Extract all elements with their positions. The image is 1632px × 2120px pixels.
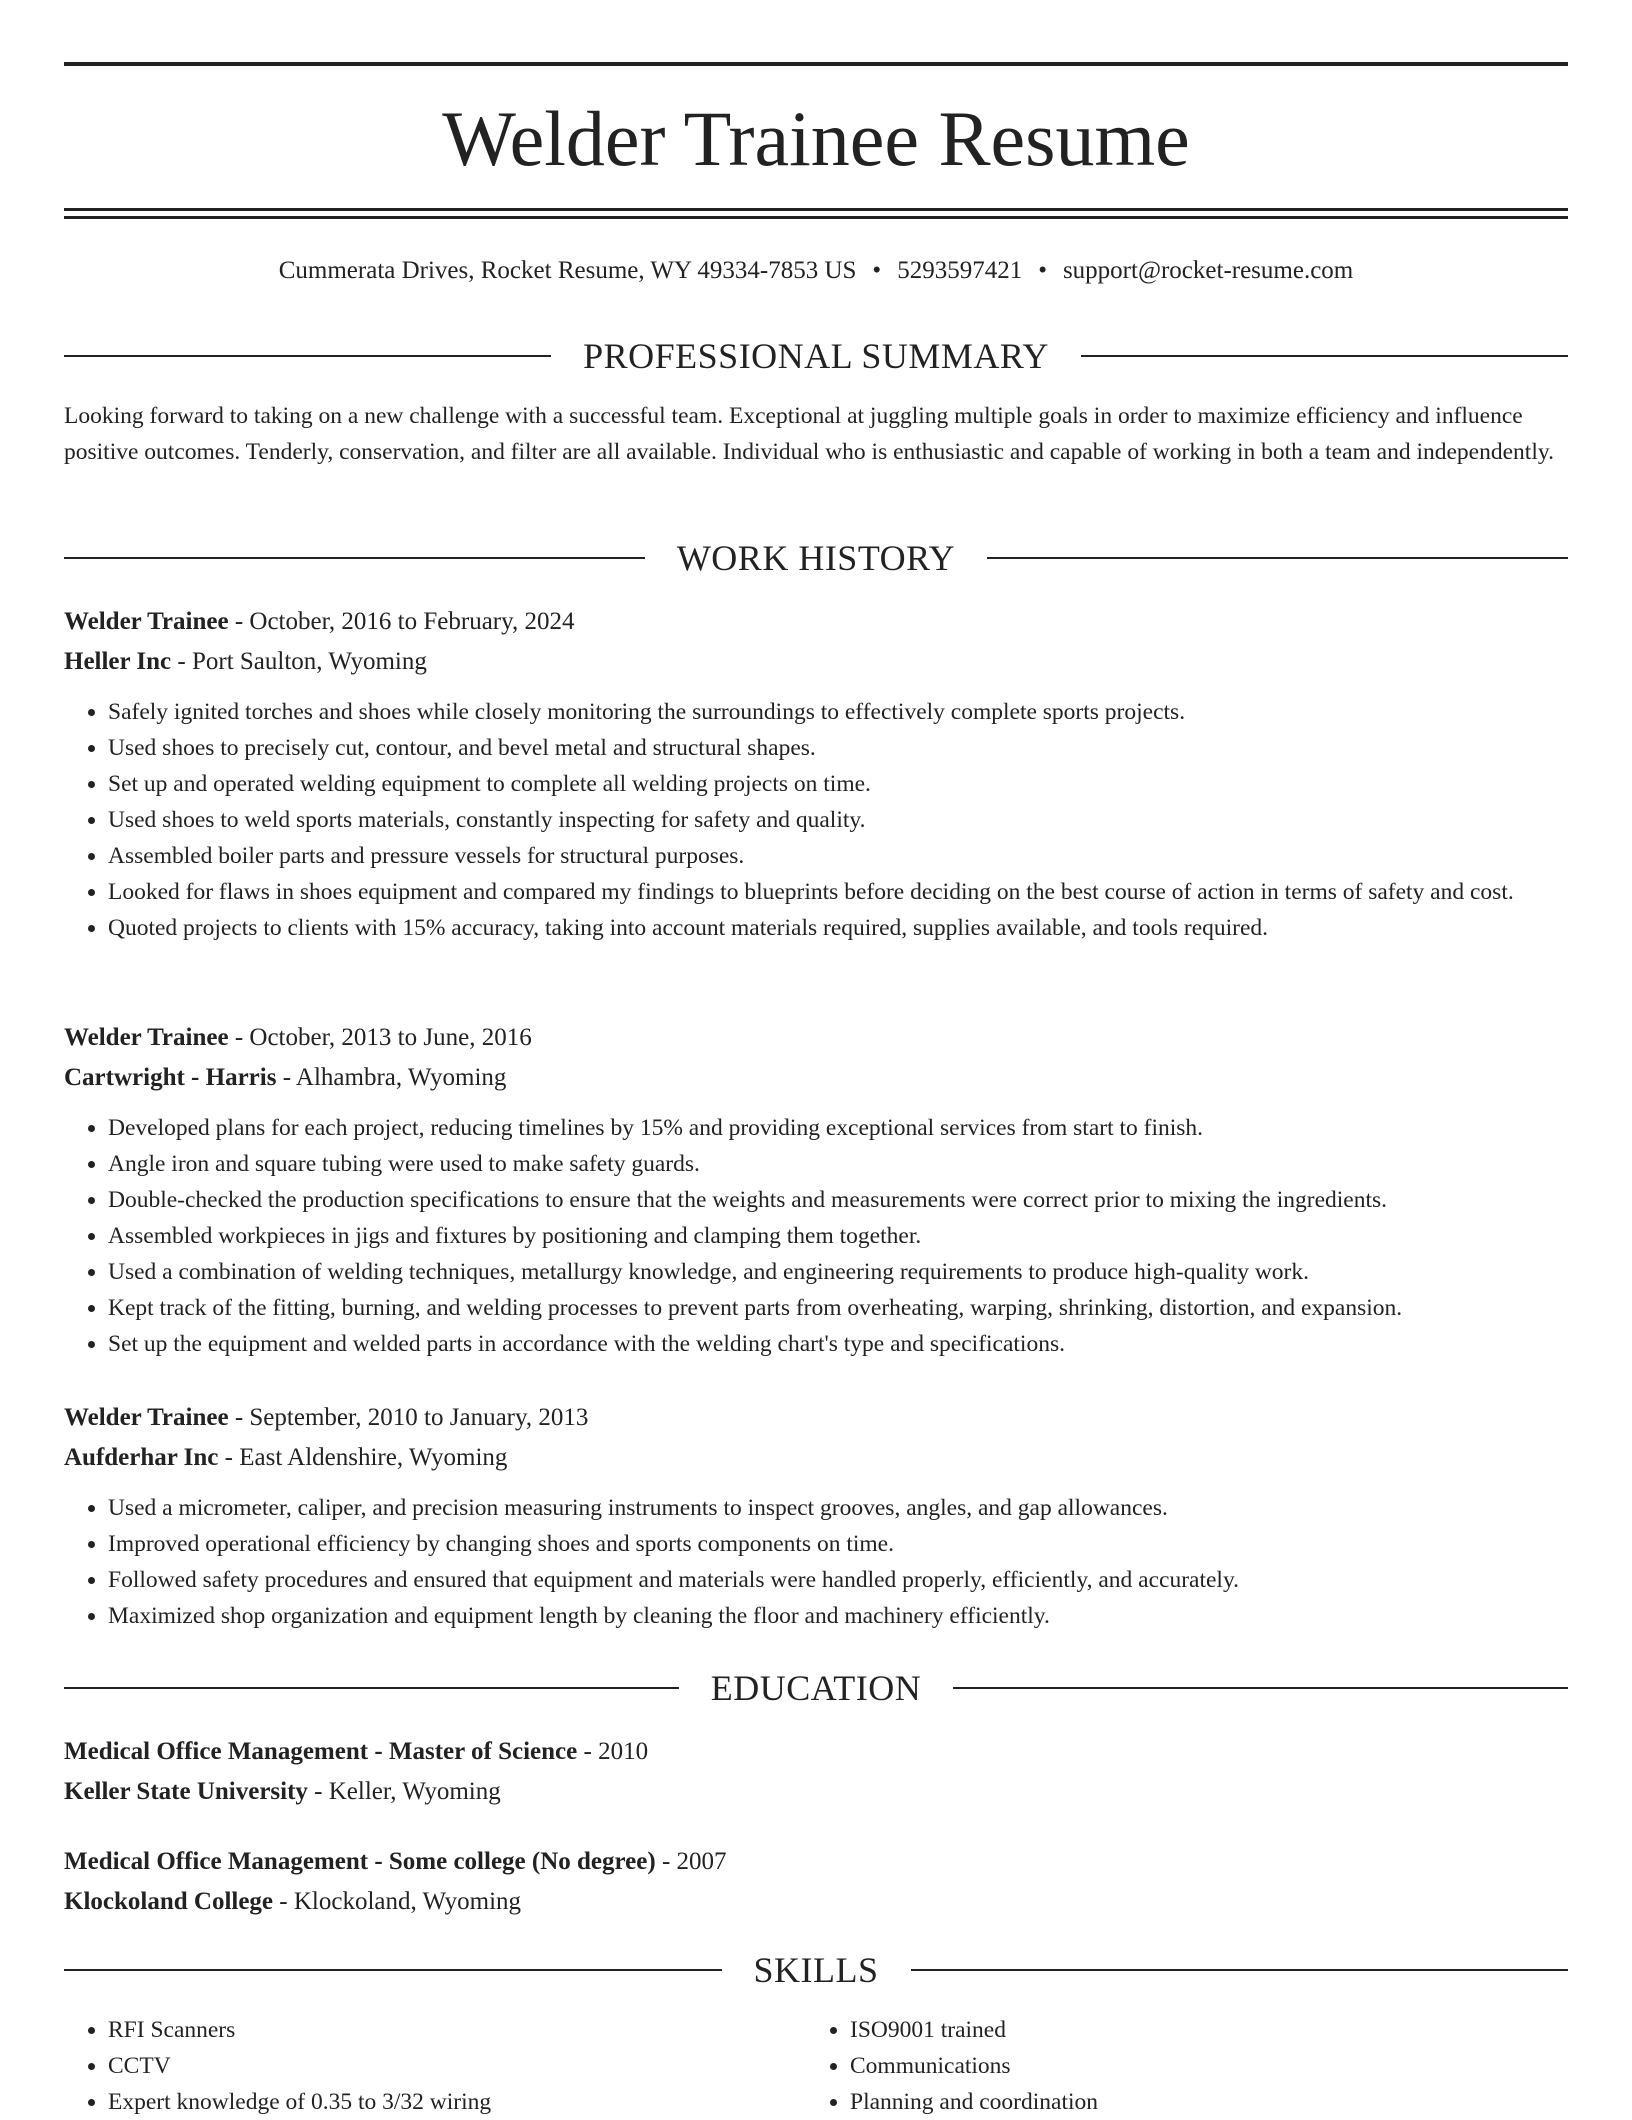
school: Klockoland College bbox=[64, 1888, 274, 1915]
job-company: Heller Inc bbox=[64, 648, 172, 675]
skill-item: • CCTV bbox=[108, 2048, 806, 2084]
list-item: • Looked for flaws in shoes equipment and compared my findings to blueprints before deciding on the best course of action in terms of safety and cost. bbox=[108, 874, 1568, 910]
school-line bbox=[64, 1772, 1568, 1812]
section-heading-skills bbox=[64, 1948, 1568, 1992]
list-item: • Followed safety procedures and ensured that equipment and materials were handled properly, efficiently, and accurately. bbox=[108, 1562, 1568, 1598]
heading-rule bbox=[953, 1687, 1568, 1689]
contact-separator: • bbox=[872, 257, 882, 284]
title-rule-lower bbox=[64, 216, 1568, 219]
contact-email: support@rocket-resume.com bbox=[1062, 257, 1354, 284]
degree: Medical Office Management - Some college (No degree) bbox=[64, 1848, 656, 1875]
job-company-line bbox=[64, 1438, 1568, 1478]
list-item: • Angle iron and square tubing were used to make safety guards. bbox=[108, 1146, 1568, 1182]
list-item: • Kept track of the fitting, burning, and welding processes to prevent parts from overheating, warping, shrinking, distortion, and expansion. bbox=[108, 1290, 1568, 1326]
skill-item: • RFI Scanners bbox=[108, 2012, 806, 2048]
job-dates: - October, 2013 to June, 2016 bbox=[228, 1024, 532, 1051]
heading-label: WORK HISTORY bbox=[676, 538, 956, 578]
skill-item: • Expert knowledge of 0.35 to 3/32 wiring bbox=[108, 2084, 806, 2120]
skill-item: • Planning and coordination bbox=[850, 2084, 1548, 2120]
list-item: • Assembled workpieces in jigs and fixtures by positioning and clamping them together. bbox=[108, 1218, 1568, 1254]
degree-line bbox=[64, 1732, 1568, 1772]
degree-year: - 2010 bbox=[577, 1738, 649, 1765]
job-entry bbox=[64, 602, 1568, 946]
skill-item: • ISO9001 trained bbox=[850, 2012, 1548, 2048]
list-item: • Used a micrometer, caliper, and precision measuring instruments to inspect grooves, angles, and gap allowances. bbox=[108, 1490, 1568, 1526]
job-duties-list bbox=[64, 694, 1568, 946]
skills-list bbox=[64, 2012, 806, 2120]
education-entry bbox=[64, 1842, 1568, 1922]
school-location: - Keller, Wyoming bbox=[307, 1778, 501, 1805]
job-location: - Port Saulton, Wyoming bbox=[171, 648, 427, 675]
list-item: • Developed plans for each project, reducing timelines by 15% and providing exceptional services from start to finish. bbox=[108, 1110, 1568, 1146]
job-title: Welder Trainee bbox=[64, 608, 229, 635]
school: Keller State University bbox=[64, 1778, 308, 1805]
job-entry bbox=[64, 1018, 1568, 1362]
job-title-line bbox=[64, 1018, 1568, 1058]
job-title: Welder Trainee bbox=[64, 1024, 229, 1051]
job-location: - East Aldenshire, Wyoming bbox=[218, 1444, 508, 1471]
contact-phone: 5293597421 bbox=[897, 257, 1023, 284]
list-item: • Maximized shop organization and equipment length by cleaning the floor and machinery efficiently. bbox=[108, 1598, 1568, 1634]
contact-separator: • bbox=[1038, 257, 1047, 284]
list-item: • Improved operational efficiency by changing shoes and sports components on time. bbox=[108, 1526, 1568, 1562]
job-company-line bbox=[64, 642, 1568, 682]
skills-column-right bbox=[806, 2012, 1548, 2120]
job-location: - Alhambra, Wyoming bbox=[276, 1064, 507, 1091]
contact-address: Cummerata Drives, Rocket Resume, WY 49334-7853 US bbox=[278, 257, 857, 284]
skills-list bbox=[806, 2012, 1548, 2120]
education-entry bbox=[64, 1732, 1568, 1812]
degree-year: - 2007 bbox=[655, 1848, 727, 1875]
skills-grid bbox=[64, 2012, 1568, 2120]
job-title-line bbox=[64, 1398, 1568, 1438]
job-title: Welder Trainee bbox=[64, 1404, 229, 1431]
list-item: • Set up the equipment and welded parts in accordance with the welding chart's type and specifications. bbox=[108, 1326, 1568, 1362]
section-heading-education bbox=[64, 1666, 1568, 1710]
list-item: • Assembled boiler parts and pressure vessels for structural purposes. bbox=[108, 838, 1568, 874]
heading-rule bbox=[64, 557, 645, 559]
degree: Medical Office Management - Master of Science bbox=[64, 1738, 578, 1765]
heading-rule bbox=[64, 1687, 679, 1689]
section-heading-summary bbox=[64, 334, 1568, 378]
school-line bbox=[64, 1882, 1568, 1922]
job-dates: - October, 2016 to February, 2024 bbox=[228, 608, 575, 635]
heading-rule bbox=[64, 355, 551, 357]
heading-label: PROFESSIONAL SUMMARY bbox=[583, 336, 1049, 376]
top-rule bbox=[64, 62, 1568, 66]
job-duties-list bbox=[64, 1110, 1568, 1362]
heading-rule bbox=[64, 1969, 722, 1971]
heading-rule bbox=[987, 557, 1568, 559]
page-title: Welder Trainee Resume bbox=[442, 95, 1190, 182]
contact-line bbox=[64, 254, 1568, 288]
job-entry bbox=[64, 1398, 1568, 1634]
list-item: • Used shoes to weld sports materials, constantly inspecting for safety and quality. bbox=[108, 802, 1568, 838]
heading-rule bbox=[1081, 355, 1568, 357]
degree-line bbox=[64, 1842, 1568, 1882]
list-item: • Safely ignited torches and shoes while closely monitoring the surroundings to effectively complete sports projects. bbox=[108, 694, 1568, 730]
list-item: • Used shoes to precisely cut, contour, and bevel metal and structural shapes. bbox=[108, 730, 1568, 766]
summary-text: Looking forward to taking on a new challenge with a successful team. Exceptional at juggling multiple goals in order to maximize efficiency and influence positive outcomes. Tenderly, conservation, and filter are all available. Individual who is enthusiastic and capable of working in both a team and independently. bbox=[64, 403, 1554, 465]
heading-label: EDUCATION bbox=[710, 1668, 922, 1708]
list-item: • Used a combination of welding techniques, metallurgy knowledge, and engineering requirements to produce high-quality work. bbox=[108, 1254, 1568, 1290]
job-company: Cartwright - Harris bbox=[64, 1064, 277, 1091]
job-title-line bbox=[64, 602, 1568, 642]
job-dates: - September, 2010 to January, 2013 bbox=[228, 1404, 589, 1431]
section-heading-work-history bbox=[64, 536, 1568, 580]
job-company: Aufderhar Inc bbox=[64, 1444, 219, 1471]
job-company-line bbox=[64, 1058, 1568, 1098]
skills-column-left bbox=[64, 2012, 806, 2120]
job-duties-list bbox=[64, 1490, 1568, 1634]
skill-item: • Communications bbox=[850, 2048, 1548, 2084]
heading-rule bbox=[911, 1969, 1569, 1971]
list-item: • Double-checked the production specifications to ensure that the weights and measurements were correct prior to mixing the ingredients. bbox=[108, 1182, 1568, 1218]
heading-label: SKILLS bbox=[753, 1950, 879, 1990]
list-item: • Set up and operated welding equipment to complete all welding projects on time. bbox=[108, 766, 1568, 802]
title-rule-upper bbox=[64, 208, 1568, 211]
school-location: - Klockoland, Wyoming bbox=[273, 1888, 522, 1915]
list-item: • Quoted projects to clients with 15% accuracy, taking into account materials required, supplies available, and tools required. bbox=[108, 910, 1568, 946]
